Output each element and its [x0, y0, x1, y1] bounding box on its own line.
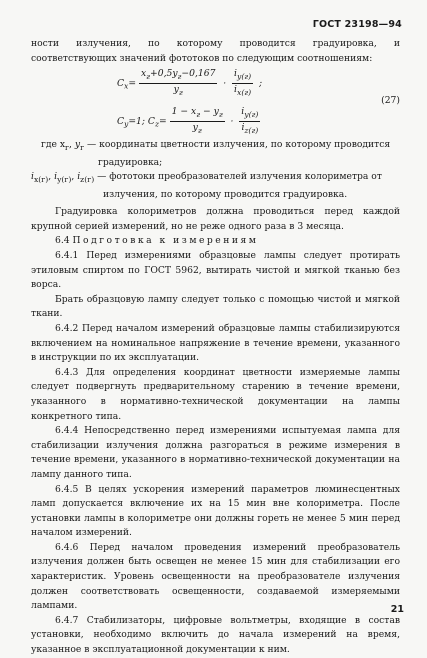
- definition-coordinates: где $x_г$, $y_г$ — координаты цветности излучения, по которому проводится градуировка;: [41, 139, 391, 168]
- intro-paragraph: ности излучения, по которому проводится градуировка, и соответствующих значений фототоков по следующим соотношениям:: [31, 38, 400, 64]
- definitions: [31, 138, 400, 202]
- document-body: [31, 37, 400, 658]
- page-number: 21: [390, 604, 404, 615]
- paragraph-6-4-3: 6.4.3 Для определения координат цветности измеряемые лампы следует подвергнуть предварительному старению в течение времени, указанного в нормативно-технической документации на лампы конкретного типа.: [31, 366, 400, 422]
- paragraph-6-4-1: 6.4.1 Перед измерениями образцовые лампы следует протирать этиловым спиртом по ГОСТ 5962, вытирать чистой и мягкой тканью без ворса.: [31, 250, 400, 291]
- definition-photocurrents: $i_{x(г)}$, $i_{y(г)}$, $i_{z(г)}$ — фототоки преобразователей излучения колориметра от излучения, по которому проводится градуировка.: [31, 171, 382, 200]
- paragraph-6-4-6: 6.4.6 Перед началом проведения измерений преобразователь излучения должен быть освещен не менее 15 мин для стабилизации его характеристик. Уровень освещенности на преобразователе излучения должен соответствовать освещенности, создаваемой измеряемыми лампами.: [31, 541, 400, 612]
- cx-fraction: $\frac{x_г+0,5y_г-0,167}{y_г}$: [140, 68, 216, 97]
- paragraph-6-4-2: 6.4.2 Перед началом измерений образцовые лампы стабилизируются включением на номинальное напряжение в течение времени, указанного в инструкции по их эксплуатации.: [31, 322, 400, 364]
- paragraph-6-4-7: 6.4.7 Стабилизаторы, цифровые вольтметры, входящие в состав установки, необходимо включить до начала измерений на время, указанное в эксплуатационной документации к ним.: [31, 614, 400, 656]
- formula-block: [31, 66, 400, 138]
- cx-ratio: $\frac{i_{y(г)}}{i_{x(г)}}$: [234, 68, 252, 97]
- paragraph-6-4-4: 6.4.4 Непосредственно перед измерениями испытуемая лампа для стабилизации излучения должна разгораться в режиме измерения в течение времени, указанного в нормативно-технической документации на лампу данного типа.: [31, 425, 400, 480]
- equation-number: (27): [381, 95, 400, 107]
- formula-cx: $C_x=$ $\frac{x_г+0,5y_г-0,167}{y_г}$ · $\frac{i_{y(г)}}{i_{x(г)}}$ ;: [117, 68, 263, 97]
- paragraph-6-4-5: 6.4.5 В целях ускорения измерений параметров люминесцентных ламп допускается включение их на 15 мин вне колориметра. После установки лампы в колориметре они должны гореть не менее 5 мин перед началом измерений.: [31, 483, 400, 539]
- graduation-paragraph: Градуировка колориметров должна проводиться перед каждой крупной серией измерений, но не реже одного раза в 3 месяца.: [31, 206, 400, 232]
- standard-header: ГОСТ 23198—94: [312, 19, 402, 30]
- formula-cy-cz: $C_y=1$; $C_z=$ $\frac{1 - x_г - y_г}{y_г}$ · $\frac{i_{y(г)}}{i_{z(г)}}$: [117, 106, 259, 135]
- cz-fraction: $\frac{1 - x_г - y_г}{y_г}$: [171, 106, 223, 135]
- cz-ratio: $\frac{i_{y(г)}}{i_{z(г)}}$: [241, 106, 259, 135]
- paragraph-take-lamp: Брать образцовую лампу следует только с помощью чистой и мягкой ткани.: [31, 293, 400, 320]
- section-6-4-heading: 6.4 Подготовка к измерениям: [55, 235, 259, 247]
